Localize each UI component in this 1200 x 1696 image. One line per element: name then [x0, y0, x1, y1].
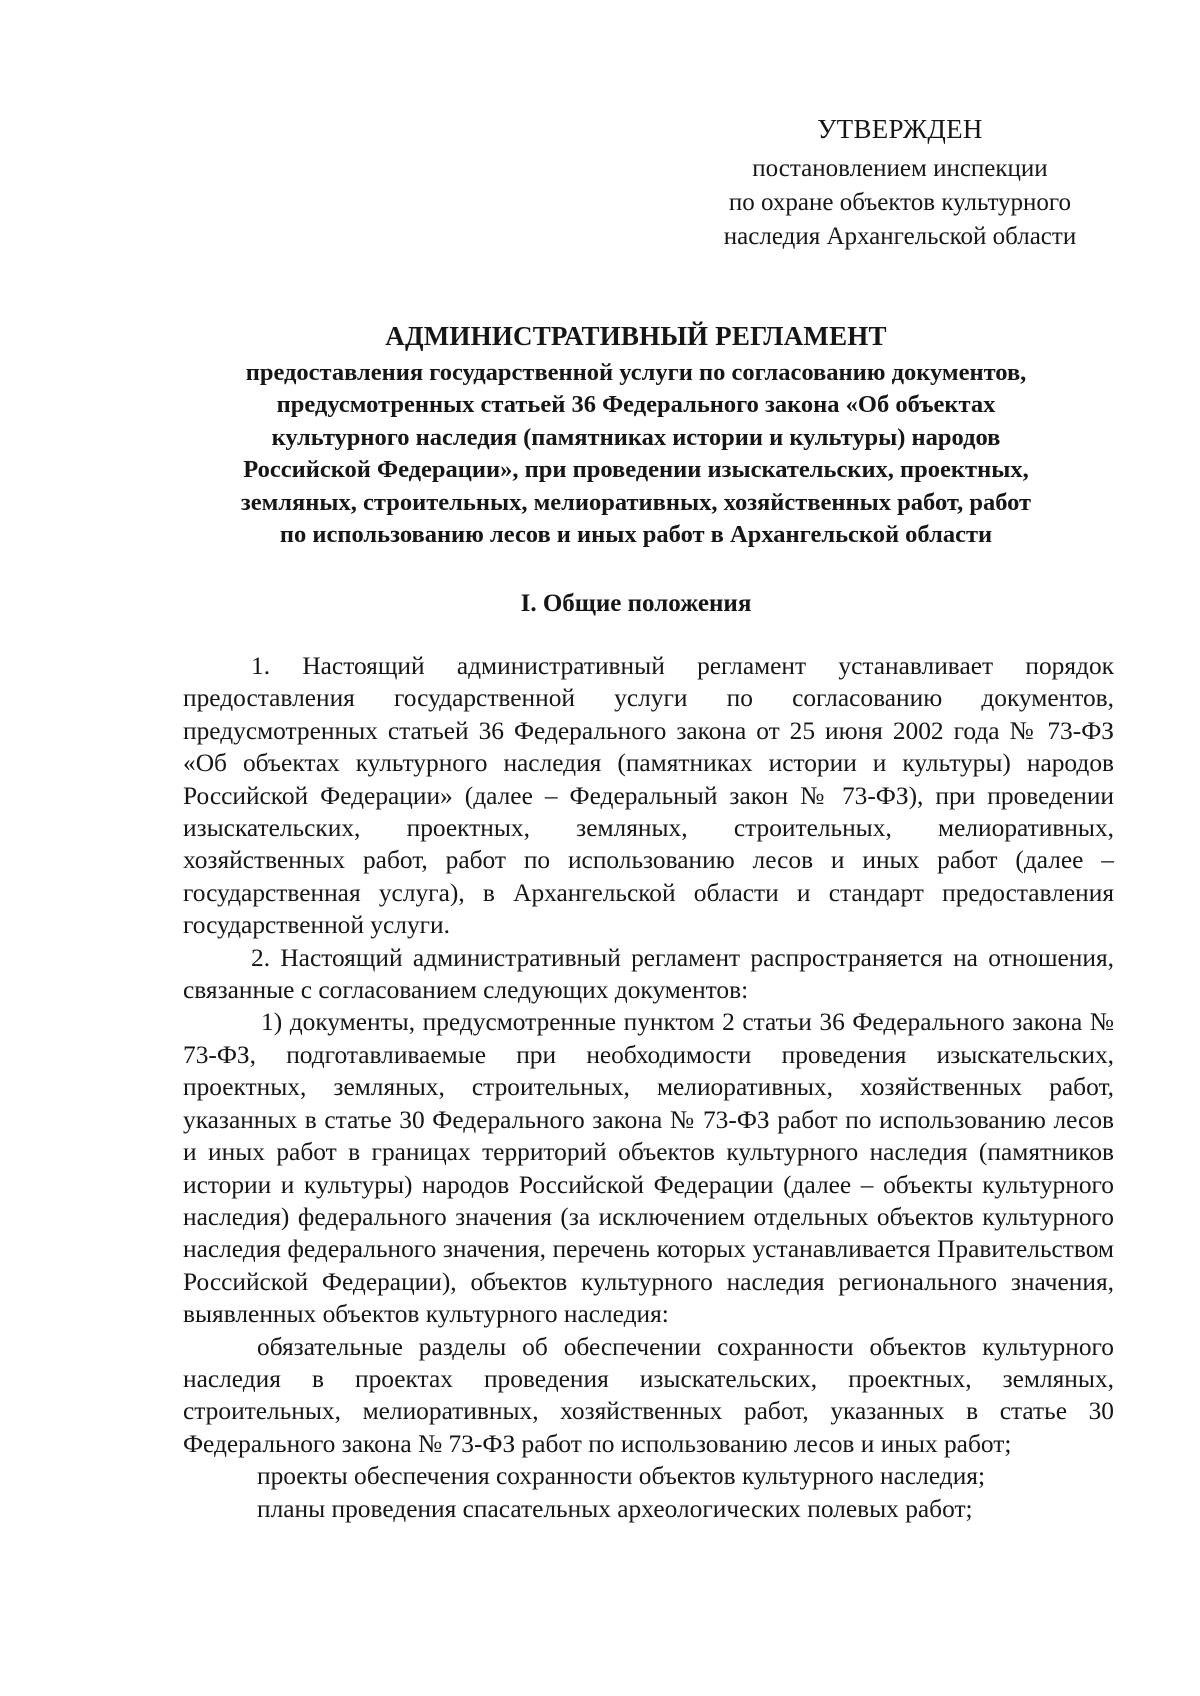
- subtitle-line: предоставления государственной услуги по согласованию документов,: [245, 359, 1027, 386]
- approval-title: УТВЕРЖДЕН: [817, 114, 983, 144]
- paragraph-5: проекты обеспечения сохранности объектов культурного наследия;: [257, 1462, 986, 1491]
- paragraph-4: обязательные разделы об обеспечении сохранности объектов культурного наследия в проектах проведения изыскательских, проектных, земляных, строительных, мелиоративных, хозяйственных работ, указанных в статье 30 Федерального закона № 73-ФЗ работ по использованию лесов и иных работ;: [183, 1332, 1114, 1458]
- subtitle-line: культурного наследия (памятниках истории и культуры) народов: [271, 423, 1001, 451]
- paragraph-2: 2. Настоящий административный регламент распространяется на отношения, связанные с согласованием следующих документов:: [183, 943, 1114, 1005]
- subtitle-line: по использованию лесов и иных работ в Архангельской области: [279, 521, 993, 549]
- document-subtitle: [168, 357, 1104, 551]
- approval-stamp-block: [690, 112, 1110, 254]
- document-title: АДМИНИСТРАТИВНЫЙ РЕГЛАМЕНТ: [385, 321, 887, 351]
- approval-line-2: по охране объектов культурного: [728, 189, 1072, 216]
- subtitle-line: земляных, строительных, мелиоративных, хозяйственных работ, работ: [240, 488, 1032, 516]
- document-body: [183, 650, 1114, 1525]
- approval-line-3: наследия Архангельской области: [723, 223, 1077, 250]
- paragraph-1: 1. Настоящий административный регламент устанавливает порядок предоставления государственной услуги по согласованию документов, предусмотренных статьей 36 Федерального закона от 25 июня 2002 года № 73-ФЗ «Об объектах культурного наследия (памятниках истории и культуры) народов Российской Федерации» (далее – Федеральный закон № 73-ФЗ), при проведении изыскательских, проектных, земляных, строительных, мелиоративных, хозяйственных работ, работ по использованию лесов и иных работ (далее – государственная услуга), в Архангельской области и стандарт предоставления государственной услуги.: [183, 652, 1114, 940]
- subtitle-line: предусмотренных статьей 36 Федерального закона «Об объектах: [276, 391, 996, 419]
- subtitle-line: Российской Федерации», при проведении изыскательских, проектных,: [243, 456, 1029, 484]
- paragraph-6: планы проведения спасательных археологических полевых работ;: [257, 1494, 973, 1523]
- paragraph-3: 1) документы, предусмотренные пунктом 2 статьи 36 Федерального закона № 73-ФЗ, подготавливаемые при необходимости проведения изыскательских, проектных, земляных, строительных, мелиоративных, хозяйственных работ, указанных в статье 30 Федерального закона № 73-ФЗ работ по использованию лесов и иных работ в границах территорий объектов культурного наследия (памятников истории и культуры) народов Российской Федерации (далее – объекты культурного наследия) федерального значения (за исключением отдельных объектов культурного наследия федерального значения, перечень которых устанавливается Правительством Российской Федерации), объектов культурного наследия регионального значения, выявленных объектов культурного наследия:: [183, 1008, 1114, 1329]
- approval-line-1: постановлением инспекции: [752, 155, 1048, 182]
- section-heading: I. Общие положения: [520, 590, 752, 617]
- document-title-block: [168, 318, 1104, 551]
